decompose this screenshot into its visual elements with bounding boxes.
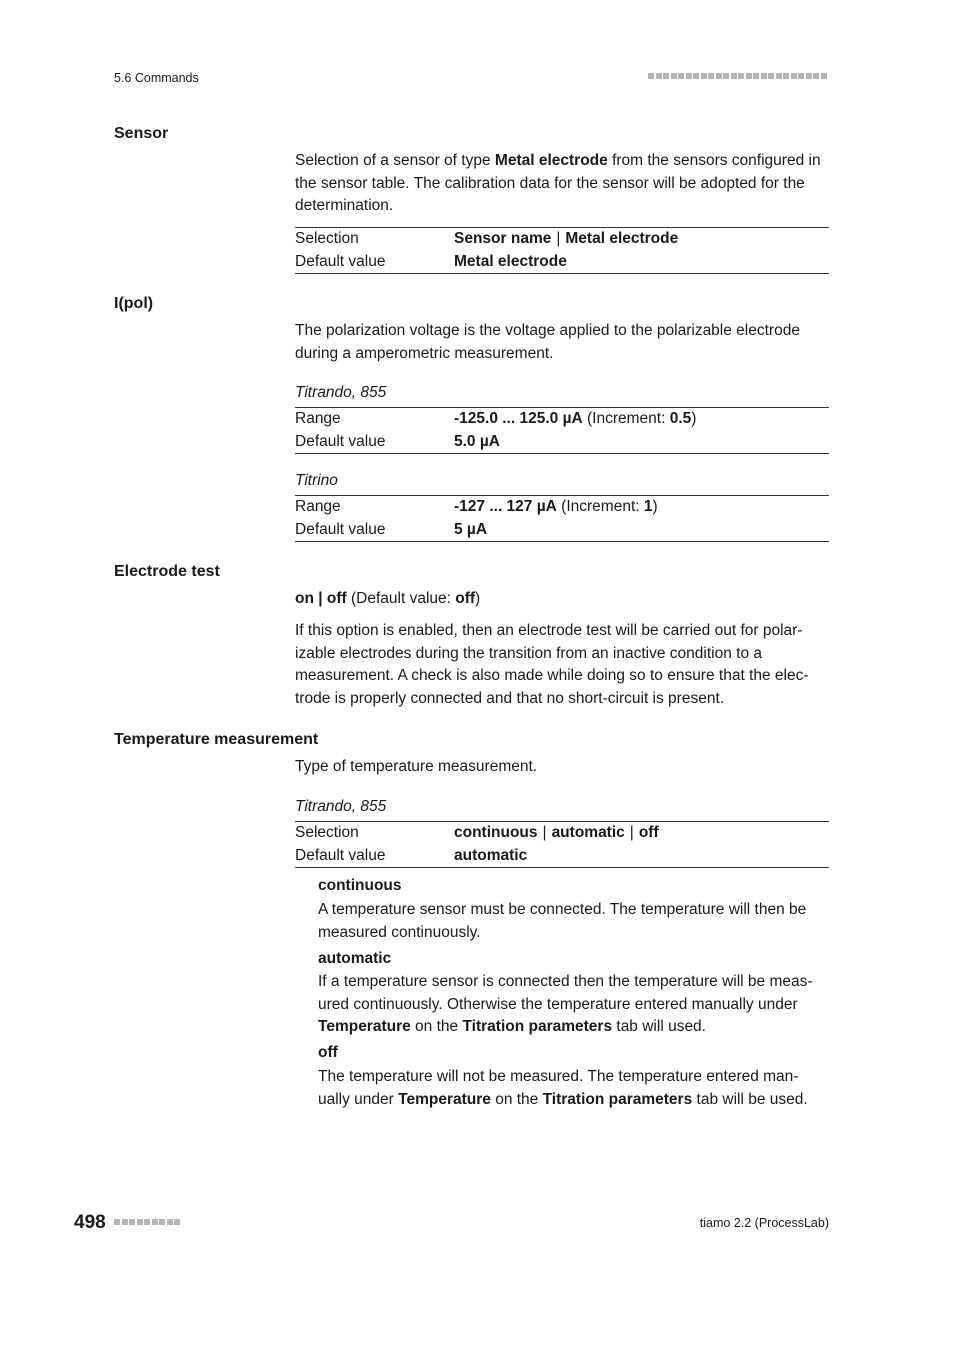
range-value: -127 ... 127 µA (Increment: 1) bbox=[454, 498, 658, 515]
temperature-property-table bbox=[295, 821, 829, 868]
decorative-dot bbox=[813, 73, 819, 79]
decorative-dot bbox=[656, 73, 662, 79]
ipol-description: The polarization voltage is the voltage applied to the polarizable electrode during a amperometric measurement. bbox=[295, 322, 800, 362]
electrode-test-options: on | off (Default value: off) bbox=[295, 590, 481, 607]
footer-product-name: tiamo 2.2 (ProcessLab) bbox=[699, 1216, 829, 1230]
option-desc-automatic: If a temperature sensor is connected then the temperature will be meas-ured continuously. Otherwise the temperature entered manually under Temperature on the Titration parameters tab will used. bbox=[318, 973, 813, 1035]
table-row bbox=[295, 519, 829, 542]
decorative-dot bbox=[753, 73, 759, 79]
table-row bbox=[295, 408, 829, 431]
footer-decorative-dots bbox=[114, 1219, 184, 1227]
section-title-ipol: I(pol) bbox=[114, 295, 154, 312]
header-decorative-dots bbox=[648, 73, 829, 81]
option-heading-automatic: automatic bbox=[318, 950, 392, 967]
decorative-dot bbox=[159, 1219, 165, 1225]
table-row bbox=[295, 431, 829, 454]
ipol-titrando-table bbox=[295, 407, 829, 454]
default-label: Default value bbox=[295, 432, 386, 450]
section-title-electrode-test: Electrode test bbox=[114, 563, 220, 580]
decorative-dot bbox=[768, 73, 774, 79]
table-row bbox=[295, 251, 829, 274]
range-label: Range bbox=[295, 498, 341, 515]
decorative-dot bbox=[723, 73, 729, 79]
section-title-temperature: Temperature measurement bbox=[114, 731, 319, 748]
sensor-property-table bbox=[295, 227, 829, 274]
section-title-sensor: Sensor bbox=[114, 125, 169, 142]
device-label-titrando: Titrando, 855 bbox=[295, 384, 387, 401]
decorative-dot bbox=[708, 73, 714, 79]
device-label-titrino: Titrino bbox=[295, 472, 338, 489]
decorative-dot bbox=[806, 73, 812, 79]
table-row bbox=[295, 822, 829, 845]
decorative-dot bbox=[114, 1219, 120, 1225]
decorative-dot bbox=[144, 1219, 150, 1225]
default-value: 5.0 µA bbox=[454, 432, 500, 450]
decorative-dot bbox=[783, 73, 789, 79]
decorative-dot bbox=[731, 73, 737, 79]
selection-values: Sensor name | Metal electrode bbox=[454, 230, 679, 247]
option-heading-continuous: continuous bbox=[318, 877, 402, 894]
decorative-dot bbox=[791, 73, 797, 79]
decorative-dot bbox=[152, 1219, 158, 1225]
decorative-dot bbox=[701, 73, 707, 79]
default-value: automatic bbox=[454, 846, 528, 864]
decorative-dot bbox=[761, 73, 767, 79]
default-value: 5 µA bbox=[454, 520, 488, 538]
decorative-dot bbox=[137, 1219, 143, 1225]
decorative-dot bbox=[671, 73, 677, 79]
default-label: Default value bbox=[295, 846, 386, 864]
table-row bbox=[295, 228, 829, 251]
option-desc-off: The temperature will not be measured. The temperature entered man-ually under Temperature on the Titration parameters tab will be used. bbox=[318, 1068, 808, 1108]
default-value: Metal electrode bbox=[454, 252, 567, 270]
decorative-dot bbox=[129, 1219, 135, 1225]
selection-label: Selection bbox=[295, 230, 359, 247]
page-number: 498 bbox=[74, 1212, 106, 1233]
decorative-dot bbox=[686, 73, 692, 79]
option-heading-off: off bbox=[318, 1044, 338, 1061]
decorative-dot bbox=[693, 73, 699, 79]
temperature-description: Type of temperature measurement. bbox=[295, 758, 538, 775]
decorative-dot bbox=[738, 73, 744, 79]
device-label-titrando: Titrando, 855 bbox=[295, 798, 387, 815]
default-label: Default value bbox=[295, 520, 386, 538]
selection-label: Selection bbox=[295, 824, 359, 841]
decorative-dot bbox=[174, 1219, 180, 1225]
sensor-description: Selection of a sensor of type Metal electrode from the sensors configured in the sensor table. The calibration data for the sensor will be adopted for the determination. bbox=[295, 152, 821, 214]
decorative-dot bbox=[798, 73, 804, 79]
decorative-dot bbox=[716, 73, 722, 79]
decorative-dot bbox=[821, 73, 827, 79]
decorative-dot bbox=[122, 1219, 128, 1225]
default-label: Default value bbox=[295, 252, 386, 270]
running-header-section: 5.6 Commands bbox=[114, 71, 199, 85]
table-row bbox=[295, 496, 829, 519]
decorative-dot bbox=[776, 73, 782, 79]
ipol-titrino-table bbox=[295, 495, 829, 542]
decorative-dot bbox=[167, 1219, 173, 1225]
range-value: -125.0 ... 125.0 µA (Increment: 0.5) bbox=[454, 410, 697, 427]
decorative-dot bbox=[678, 73, 684, 79]
table-row bbox=[295, 845, 829, 868]
range-label: Range bbox=[295, 410, 341, 427]
decorative-dot bbox=[663, 73, 669, 79]
decorative-dot bbox=[746, 73, 752, 79]
option-desc-continuous: A temperature sensor must be connected. The temperature will then be measured continuously. bbox=[318, 901, 807, 941]
decorative-dot bbox=[648, 73, 654, 79]
selection-values: continuous | automatic | off bbox=[454, 824, 659, 841]
electrode-test-description: If this option is enabled, then an electrode test will be carried out for polar-izable electrodes during the transition from an inactive condition to a measurement. A check is also made while doing so to ensure that the elec-trode is properly connected and that no short-circuit is present. bbox=[295, 622, 809, 707]
